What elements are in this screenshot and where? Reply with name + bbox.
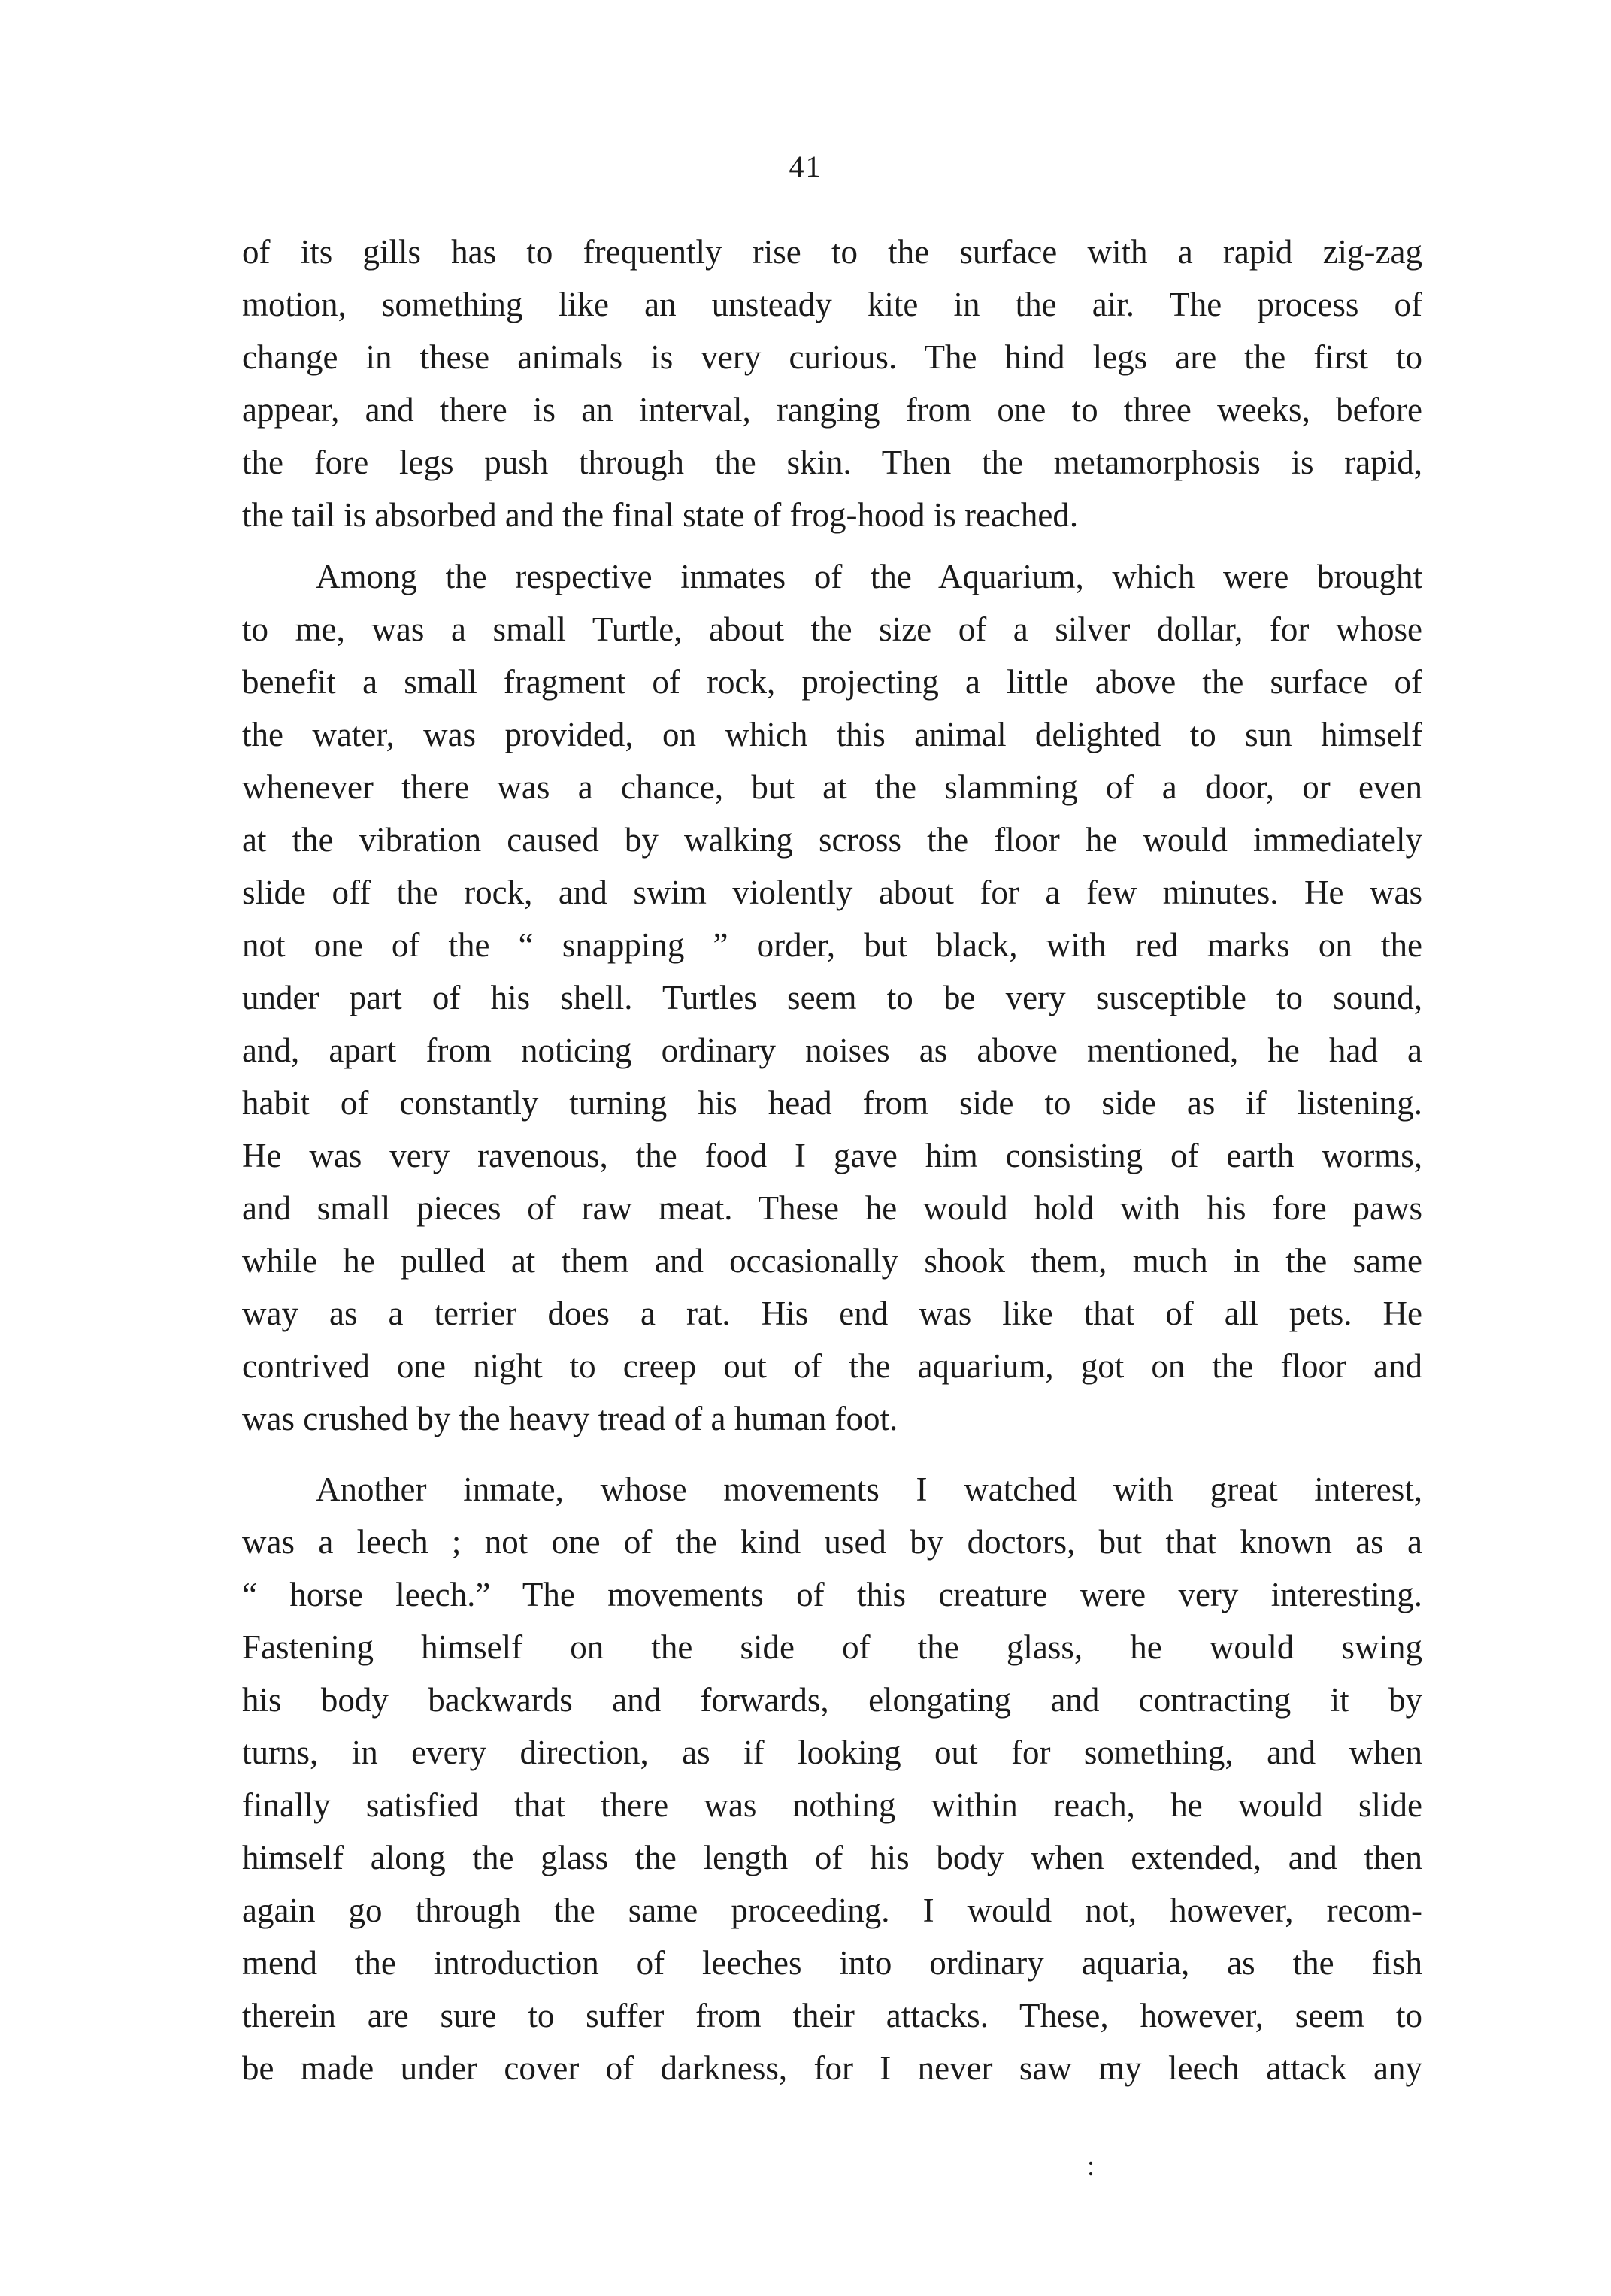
text-line: habit of constantly turning his head from side to side as if listening. [242,1084,1422,1122]
text-line: whenever there was a chance, but at the slamming of a door, or even [242,768,1422,806]
text-line: at the vibration caused by walking scross the floor he would immediately [242,821,1422,859]
text-line: while he pulled at them and occasionally shook them, much in the same [242,1242,1422,1280]
page-number: 41 [789,150,822,183]
text-line: Another inmate, whose movements I watched with great interest, [316,1471,1422,1508]
text-line: himself along the glass the length of his body when extended, and then [242,1839,1422,1876]
text-line: be made under cover of darkness, for I never saw my leech attack any [242,2049,1422,2087]
text-line: the tail is absorbed and the final state of frog-hood is reached. [242,496,1079,534]
text-line: and, apart from noticing ordinary noises as above mentioned, he had a [242,1031,1422,1069]
text-line: the fore legs push through the skin. Then the metamorphosis is rapid, [242,444,1422,481]
text-line: his body backwards and forwards, elongating and contracting it by [242,1681,1422,1719]
paragraph-turtle [242,550,1422,1445]
text-line: contrived one night to creep out of the aquarium, got on the floor and [242,1347,1422,1385]
text-line: motion, something like an unsteady kite in the air. The process of [242,286,1422,323]
text-line: to me, was a small Turtle, about the size of a silver dollar, for whose [242,610,1422,648]
text-line: therein are sure to suffer from their attacks. These, however, seem to [242,1997,1422,2034]
text-line: under part of his shell. Turtles seem to be very susceptible to sound, [242,979,1422,1016]
text-line: Fastening himself on the side of the glass, he would swing [242,1628,1422,1666]
text-line: was crushed by the heavy tread of a human foot. [242,1400,898,1437]
text-line: again go through the same proceeding. I would not, however, recom- [242,1892,1422,1929]
text-line: “ horse leech.” The movements of this creature were very interesting. [242,1576,1422,1613]
text-line: mend the introduction of leeches into ordinary aquaria, as the fish [242,1944,1422,1982]
text-line: and small pieces of raw meat. These he would hold with his fore paws [242,1189,1422,1227]
paragraph-leech [242,1463,1422,2095]
text-line: was a leech ; not one of the kind used by doctors, but that known as a [242,1523,1422,1561]
text-line: slide off the rock, and swim violently about for a few minutes. He was [242,874,1422,911]
paragraph-tadpole-metamorphosis [242,226,1422,541]
text-line: the water, was provided, on which this animal delighted to sun himself [242,716,1422,753]
text-line: Among the respective inmates of the Aquarium, which were brought [316,558,1422,595]
text-line: of its gills has to frequently rise to the surface with a rapid zig-zag [242,233,1422,271]
text-line: benefit a small fragment of rock, projecting a little above the surface of [242,663,1422,701]
text-line: not one of the “ snapping ” order, but black, with red marks on the [242,926,1422,964]
text-line: appear, and there is an interval, ranging from one to three weeks, before [242,391,1422,429]
text-line: change in these animals is very curious. The hind legs are the first to [242,338,1422,376]
text-line: way as a terrier does a rat. His end was like that of all pets. He [242,1295,1422,1332]
text-line: He was very ravenous, the food I gave him consisting of earth worms, [242,1137,1422,1174]
text-line: turns, in every direction, as if looking out for something, and when [242,1734,1422,1771]
text-line: finally satisfied that there was nothing within reach, he would slide [242,1786,1422,1824]
footer-mark: : [1087,2151,1095,2181]
